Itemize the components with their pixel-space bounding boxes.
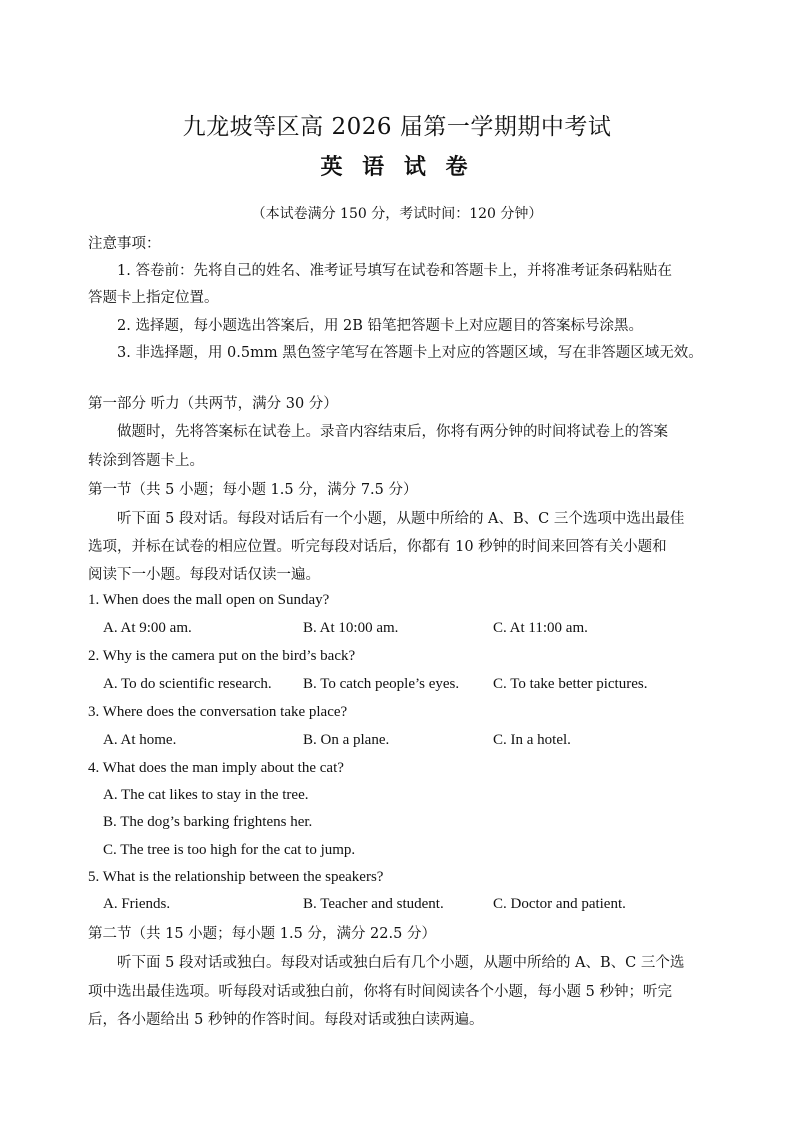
question-2-option-a: A. To do scientific research. <box>103 676 272 692</box>
section2-instr-line-2: 项中选出最佳选项。听每段对话或独白前，你将有时间阅读各个小题，每小题 5 秒钟；听完 <box>88 984 672 1000</box>
exam-meta: （本试卷满分 150 分，考试时间：120 分钟） <box>251 206 543 222</box>
section1-instr-line-1: 听下面 5 段对话。每段对话后有一个小题，从题中所给的 A、B、C 三个选项中选出最佳 <box>117 511 685 527</box>
notes-item-1-line-1: 1. 答卷前：先将自己的姓名、准考证号填写在试卷和答题卡上，并将准考证条码粘贴在 <box>117 263 672 279</box>
question-5: 5. What is the relationship between the speakers? <box>88 869 384 885</box>
part1-intro-line-1: 做题时，先将答案标在试卷上。录音内容结束后，你将有两分钟的时间将试卷上的答案 <box>117 424 668 440</box>
question-1-option-c: C. At 11:00 am. <box>493 620 588 636</box>
section1-heading: 第一节（共 5 小题；每小题 1.5 分，满分 7.5 分） <box>88 482 418 498</box>
question-2: 2. Why is the camera put on the bird’s back? <box>88 648 356 664</box>
question-1-option-a: A. At 9:00 am. <box>103 620 192 636</box>
section2-instr-line-3: 后，各小题给出 5 秒钟的作答时间。每段对话或独白读两遍。 <box>88 1012 484 1028</box>
section1-instr-line-3: 阅读下一小题。每段对话仅读一遍。 <box>88 567 320 583</box>
question-3-option-b: B. On a plane. <box>303 732 390 748</box>
section1-instr-line-2: 选项，并标在试卷的相应位置。听完每段对话后，你都有 10 秒钟的时间来回答有关小题和 <box>88 539 667 555</box>
question-3-option-a: A. At home. <box>103 732 177 748</box>
exam-title: 九龙坡等区高 2026 届第一学期期中考试 <box>182 114 612 140</box>
notes-heading: 注意事项： <box>88 236 161 252</box>
notes-item-3: 3. 非选择题，用 0.5mm 黑色签字笔写在答题卡上对应的答题区域，写在非答题区域无效。 <box>117 345 703 361</box>
exam-subtitle: 英 语 试 卷 <box>320 154 474 180</box>
question-4-option-c: C. The tree is too high for the cat to jump. <box>103 842 356 858</box>
notes-item-1-line-2: 答题卡上指定位置。 <box>88 290 219 306</box>
question-4: 4. What does the man imply about the cat? <box>88 760 344 776</box>
question-3-option-c: C. In a hotel. <box>493 732 571 748</box>
section2-instr-line-1: 听下面 5 段对话或独白。每段对话或独白后有几个小题，从题中所给的 A、B、C 三个选 <box>117 955 685 971</box>
question-5-option-a: A. Friends. <box>103 896 171 912</box>
notes-item-2: 2. 选择题，每小题选出答案后，用 2B 铅笔把答题卡上对应题目的答案标号涂黑。 <box>117 318 644 334</box>
question-3: 3. Where does the conversation take place? <box>88 704 348 720</box>
question-1: 1. When does the mall open on Sunday? <box>88 592 330 608</box>
question-4-option-b: B. The dog’s barking frightens her. <box>103 814 313 830</box>
question-5-option-c: C. Doctor and patient. <box>493 896 626 912</box>
part1-heading: 第一部分 听力（共两节，满分 30 分） <box>88 396 338 412</box>
question-2-option-c: C. To take better pictures. <box>493 676 648 692</box>
question-4-option-a: A. The cat likes to stay in the tree. <box>103 787 309 803</box>
section2-heading: 第二节（共 15 小题；每小题 1.5 分，满分 22.5 分） <box>88 926 436 942</box>
part1-intro-line-2: 转涂到答题卡上。 <box>88 453 204 469</box>
question-5-option-b: B. Teacher and student. <box>303 896 444 912</box>
question-2-option-b: B. To catch people’s eyes. <box>303 676 460 692</box>
question-1-option-b: B. At 10:00 am. <box>303 620 399 636</box>
